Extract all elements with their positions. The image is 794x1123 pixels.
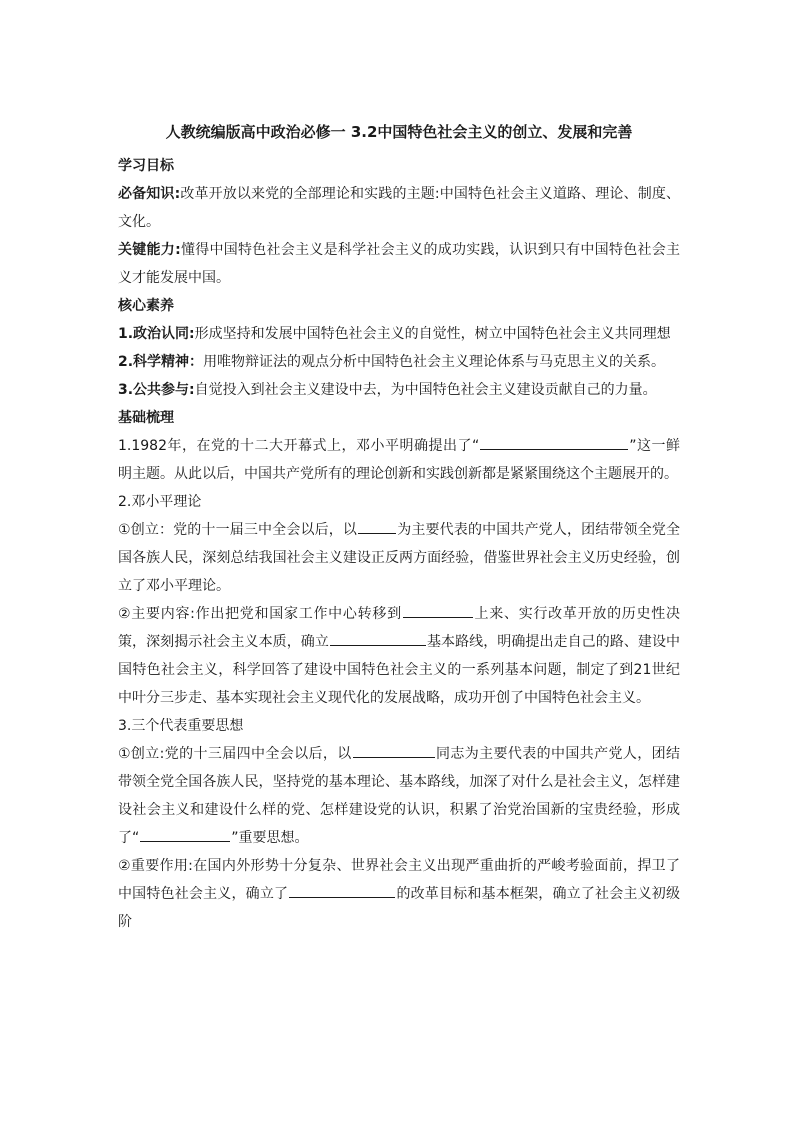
ability-label: 关键能力: — [118, 242, 181, 258]
basics-p2-text-b: 为主要代表的中国共产党人，团结带领全党全国各族人民，深刻总结我国社会主义建设正反两方面经验，借鉴世界社会主义历史经验，创立了邓小平理论。 — [118, 522, 681, 594]
fill-in-blank-4[interactable] — [330, 628, 426, 646]
section-heading-core: 核心素养 — [118, 298, 174, 314]
basics-paragraph-4 — [118, 740, 680, 852]
ability-paragraph — [118, 236, 680, 292]
core-item-3-label: 3.公共参与: — [118, 382, 195, 398]
basics-p1-text-a: 1.1982年，在党的十二大开幕式上，邓小平明确提出了“ — [118, 438, 480, 454]
knowledge-paragraph — [118, 180, 680, 236]
section-heading-basics: 基础梳理 — [118, 410, 174, 426]
knowledge-text: 改革开放以来党的全部理论和实践的主题:中国特色社会主义道路、理论、制度、文化。 — [118, 186, 680, 230]
basics-p3-text-a: ②主要内容:作出把党和国家工作中心转移到 — [118, 606, 402, 622]
core-item-3 — [118, 376, 680, 404]
basics-p5-text-b: 的改革目标和基本框架，确立了社会主义初级阶 — [118, 886, 680, 930]
basics-paragraph-3 — [118, 600, 680, 712]
basics-p3-text-b: 上来、实行改革开放的历史性决策，深刻揭示社会主义本质，确立 — [118, 606, 680, 650]
basics-paragraph-5 — [118, 852, 680, 936]
fill-in-blank-2[interactable] — [358, 516, 396, 534]
basics-paragraph-1 — [118, 432, 680, 488]
document-page — [118, 120, 680, 936]
basics-heading-3: 3.三个代表重要思想 — [118, 718, 244, 734]
core-item-2 — [118, 348, 680, 376]
document-title: 人教统编版高中政治必修一 3.2中国特色社会主义的创立、发展和完善 — [165, 123, 633, 141]
core-item-2-text: 用唯物辩证法的观点分析中国特色社会主义理论体系与马克思主义的关系。 — [203, 354, 666, 370]
core-item-3-text: 自觉投入到社会主义建设中去，为中国特色社会主义建设贡献自己的力量。 — [194, 382, 657, 398]
fill-in-blank-5[interactable] — [353, 740, 435, 758]
knowledge-label: 必备知识: — [118, 186, 181, 202]
fill-in-blank-6[interactable] — [140, 824, 230, 842]
core-item-1-text: 形成坚持和发展中国特色社会主义的自觉性，树立中国特色社会主义共同理想 — [194, 326, 671, 342]
basics-p4-text-b: 同志为主要代表的中国共产党人，团结带领全党全国各族人民，坚持党的基本理论、基本路线，加深了对什么是社会主义，怎样建设社会主义和建设什么样的党、怎样建设党的认识，积累了治党治国新的宝贵经验，形成了“ — [118, 746, 680, 846]
basics-heading-2: 2.邓小平理论 — [118, 494, 202, 510]
fill-in-blank-1[interactable] — [480, 432, 628, 450]
basics-p5-text-a: ②重要作用:在国内外形势十分复杂、世界社会主义出现严重曲折的严峻考验面前，捍卫了中国特色社会主义，确立了 — [118, 858, 680, 902]
fill-in-blank-7[interactable] — [289, 880, 395, 898]
basics-p1-text-b: ”这一鲜明主题。从此以后，中国共产党所有的理论创新和实践创新都是紧紧围绕这个主题展开的。 — [118, 438, 680, 482]
ability-text: 懂得中国特色社会主义是科学社会主义的成功实践，认识到只有中国特色社会主义才能发展中国。 — [118, 242, 680, 286]
fill-in-blank-3[interactable] — [403, 600, 473, 618]
core-item-1-label: 1.政治认同: — [118, 326, 195, 342]
basics-p4-text-c: ”重要思想。 — [231, 830, 309, 846]
basics-p3-text-c: 基本路线，明确提出走自己的路、建设中国特色社会主义，科学回答了建设中国特色社会主义的一系列基本问题，制定了到21世纪中叶分三步走、基本实现社会主义现代化的发展战略，成功开创了中国特色社会主义。 — [118, 634, 681, 706]
basics-paragraph-2 — [118, 516, 680, 600]
basics-p4-text-a: ①创立:党的十三届四中全会以后，以 — [118, 746, 352, 762]
section-heading-goals: 学习目标 — [118, 158, 174, 174]
basics-p2-text-a: ①创立：党的十一届三中全会以后，以 — [118, 522, 358, 538]
core-item-1 — [118, 320, 680, 348]
core-item-2-label: 2.科学精神： — [118, 354, 204, 370]
